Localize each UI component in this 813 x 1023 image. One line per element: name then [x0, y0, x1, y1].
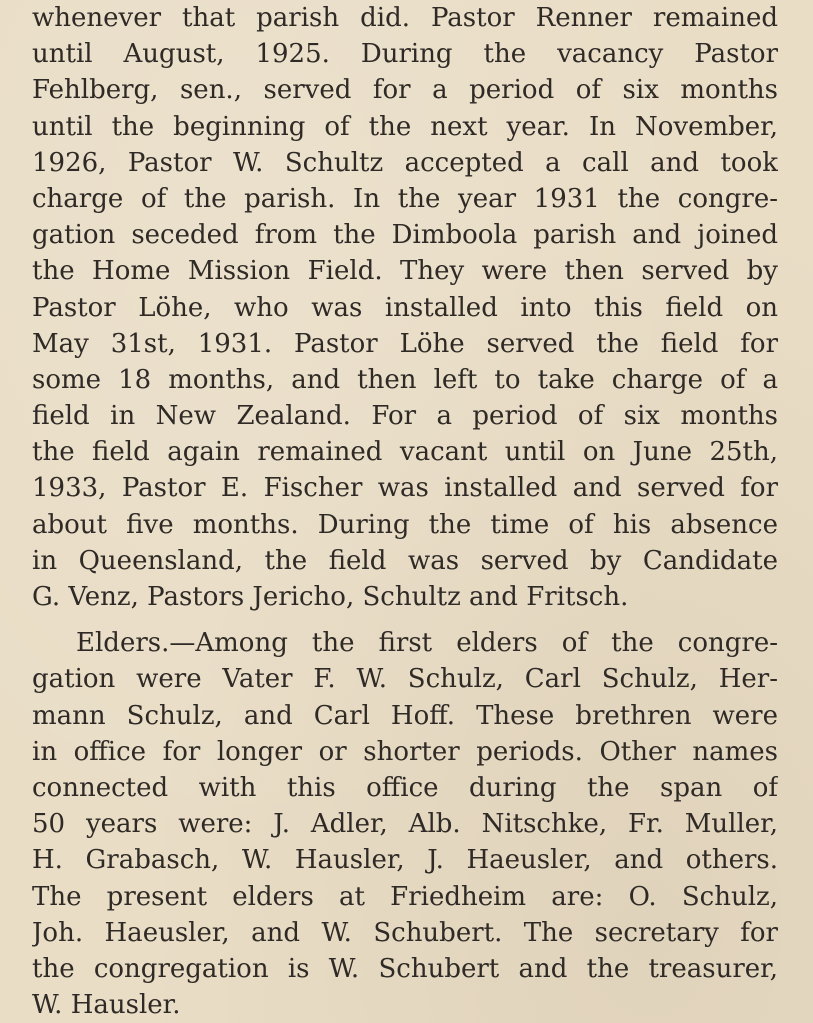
text-line: 1926, Pastor W. Schultz accepted a call and took: [32, 147, 778, 178]
paragraph-gap: [32, 615, 778, 625]
text-line: gation seceded from the Dimboola parish and joined: [32, 220, 778, 251]
text-line: some 18 months, and then left to take charge of a: [32, 364, 778, 395]
text-line: charge of the parish. In the year 1931 the congre-: [32, 183, 778, 214]
text-line: Elders.—Among the first elders of the congre-: [76, 628, 778, 659]
text-line: mann Schulz, and Carl Hoff. These brethren were: [32, 700, 778, 731]
text-line: Joh. Haeusler, and W. Schubert. The secretary for: [32, 917, 778, 948]
paragraph: [32, 625, 778, 1023]
text-line: 50 years were: J. Adler, Alb. Nitschke, Fr. Muller,: [32, 809, 778, 840]
text-line: the field again remained vacant until on June 25th,: [32, 437, 778, 468]
text-line: Fehlberg, sen., served for a period of six months: [32, 75, 778, 106]
text-line: 1933, Pastor E. Fischer was installed and served for: [32, 473, 778, 504]
text-line: G. Venz, Pastors Jericho, Schultz and Fritsch.: [32, 582, 629, 612]
text-line: about five months. During the time of his absence: [32, 509, 778, 540]
paragraph: [32, 0, 778, 615]
text-line: gation were Vater F. W. Schulz, Carl Schulz, Her-: [32, 664, 778, 695]
text-line: Pastor Löhe, who was installed into this field on: [32, 292, 778, 323]
text-column: [32, 0, 778, 1023]
text-line: field in New Zealand. For a period of six months: [32, 401, 778, 432]
text-line: connected with this office during the span of: [32, 772, 778, 803]
text-line: whenever that parish did. Pastor Renner remained: [32, 3, 778, 33]
text-line: the Home Mission Field. They were then served by: [32, 256, 778, 287]
text-line: H. Grabasch, W. Hausler, J. Haeusler, and others.: [32, 845, 778, 876]
text-line: in office for longer or shorter periods. Other names: [32, 736, 778, 767]
text-line: until August, 1925. During the vacancy Pastor: [32, 39, 778, 70]
text-line: May 31st, 1931. Pastor Löhe served the field for: [32, 328, 778, 359]
text-line: the congregation is W. Schubert and the treasurer,: [32, 953, 778, 984]
text-line: W. Hausler.: [32, 990, 181, 1021]
text-line: until the beginning of the next year. In November,: [32, 111, 778, 142]
text-line: in Queensland, the field was served by Candidate: [32, 545, 778, 576]
text-line: The present elders at Friedheim are: O. Schulz,: [32, 881, 778, 912]
